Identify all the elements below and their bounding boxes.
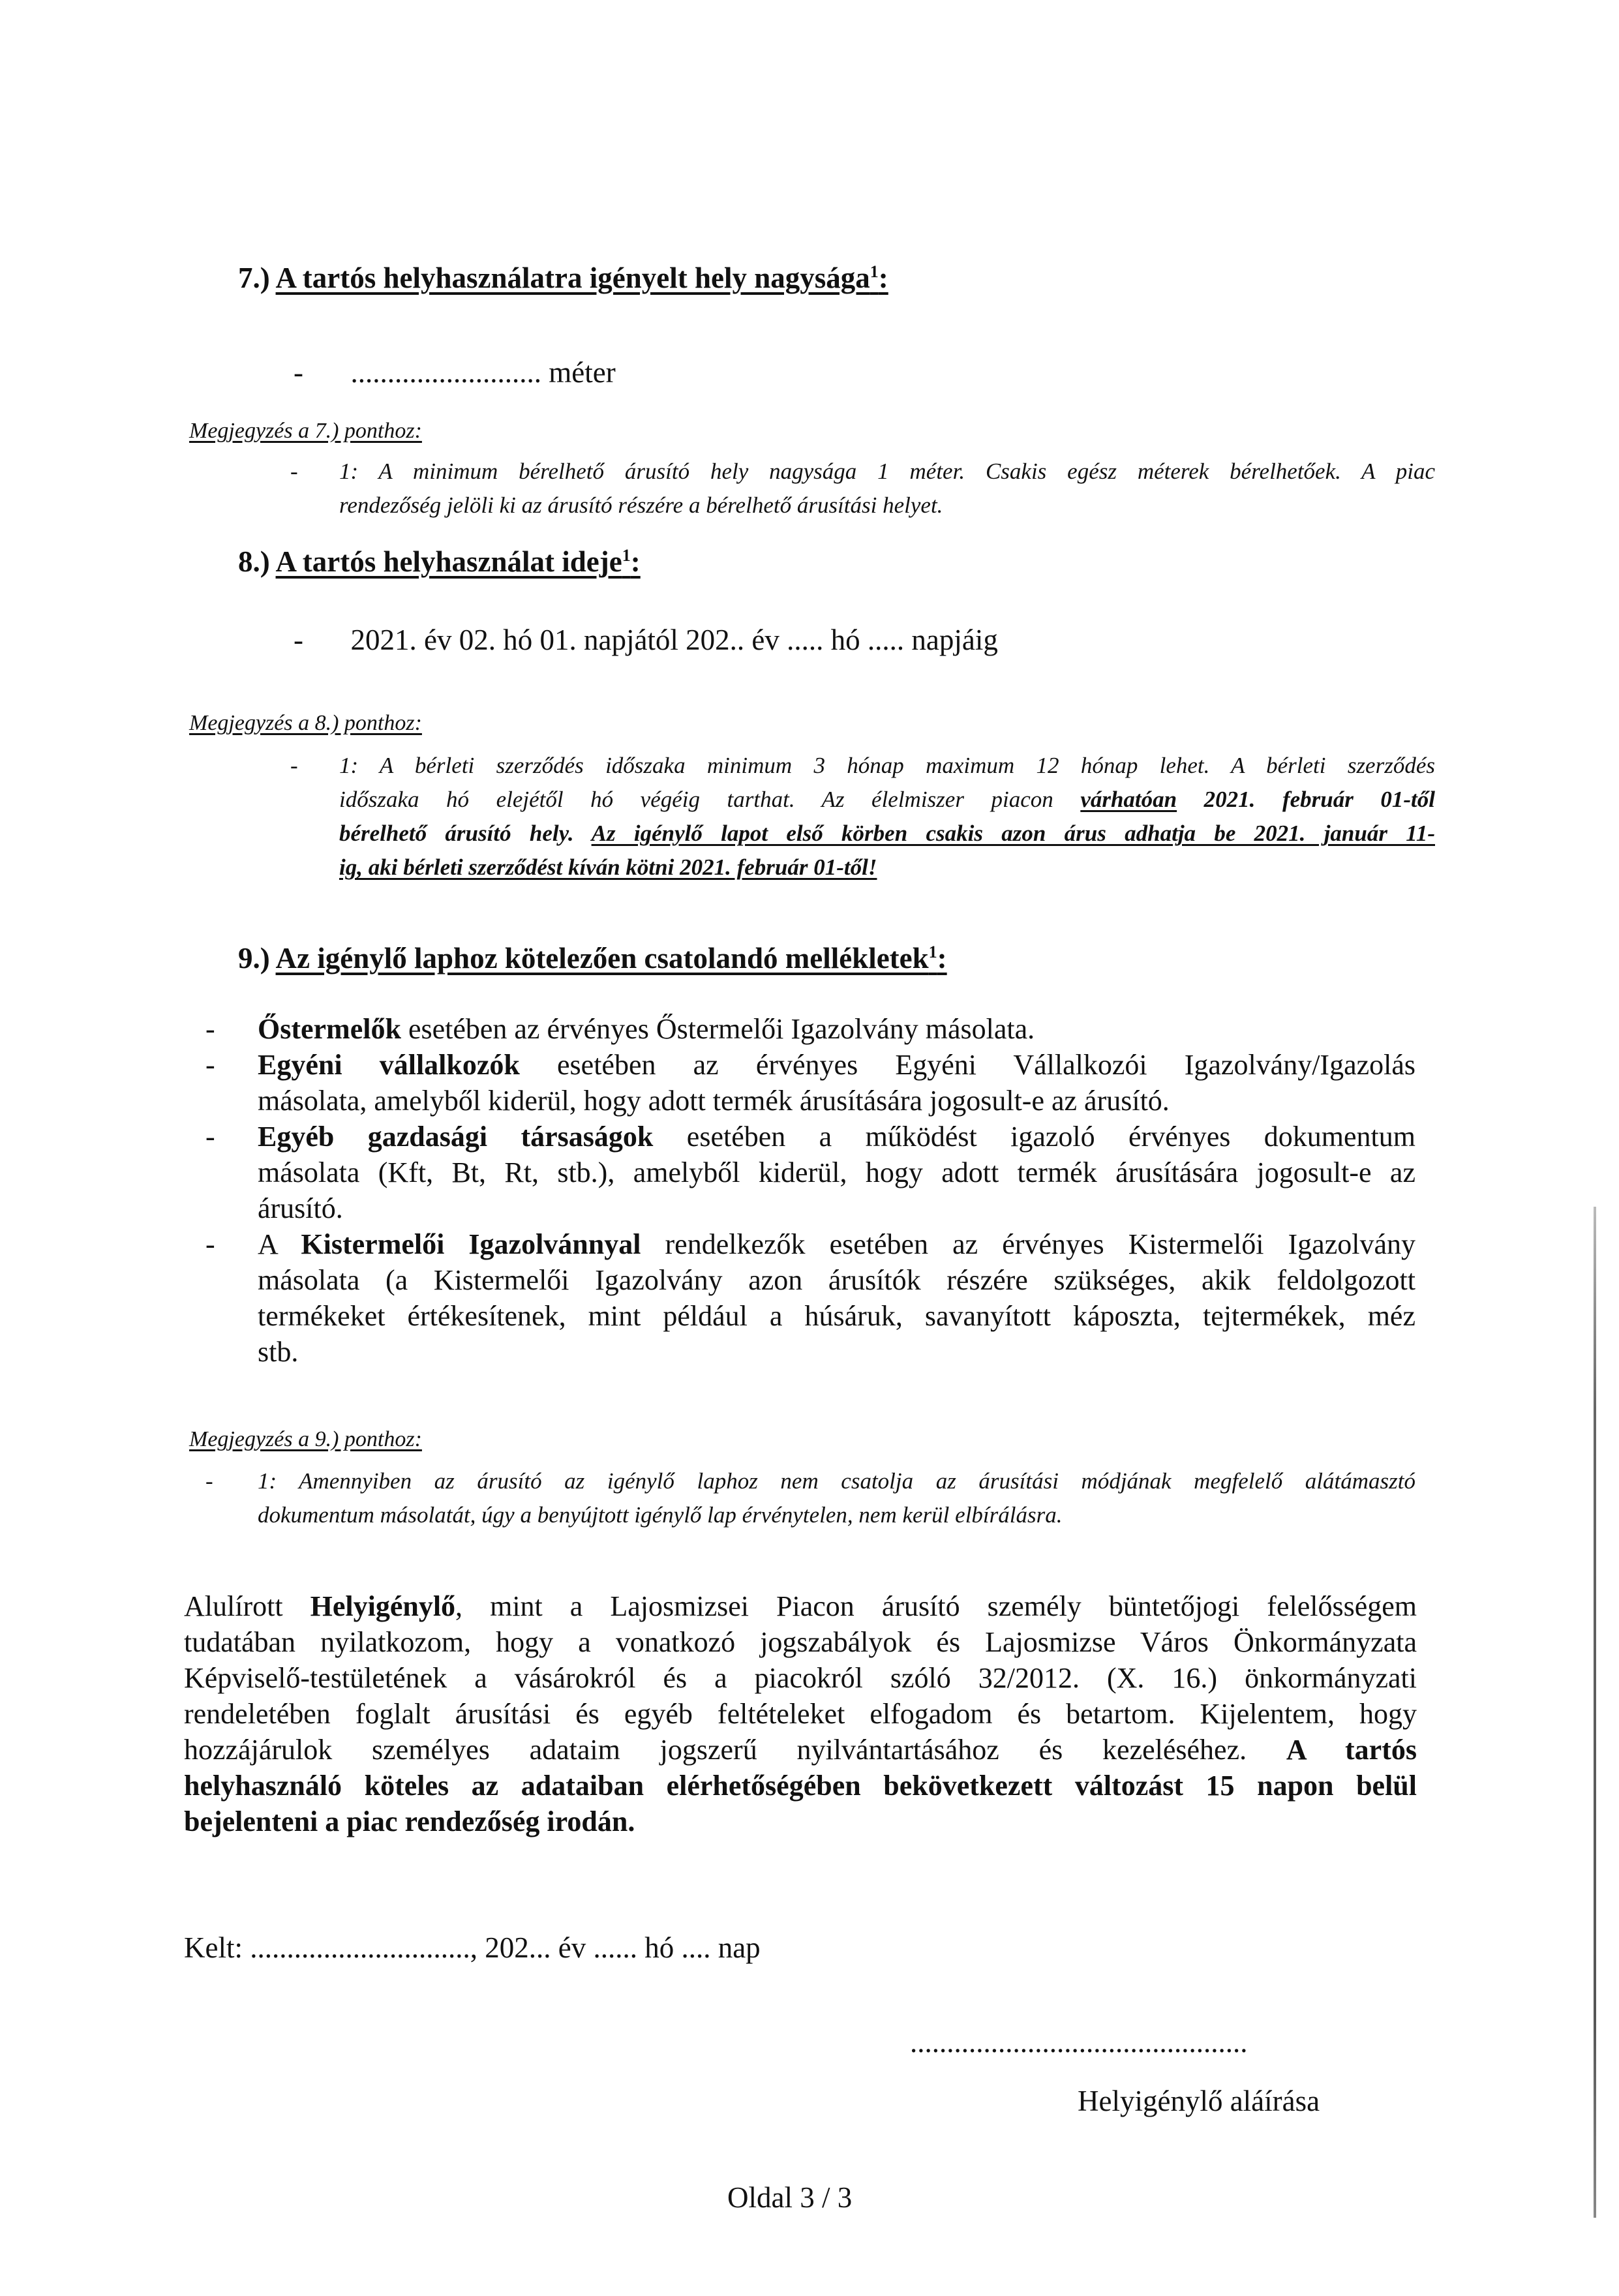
- scan-edge-artifact: [1594, 1207, 1596, 2218]
- page-number: Oldal 3 / 3: [727, 2181, 853, 2214]
- section-number: 7.): [238, 262, 270, 294]
- section-title: A tartós helyhasználatra igényelt hely nagysága$^1$:: [275, 262, 888, 294]
- attachment-list: [205, 1011, 1416, 1370]
- note-line: 1: A minimum bérelhető árusító hely nagysága 1 méter. Csakis egész méterek bérelhetőek. A piac: [339, 459, 1435, 484]
- section-title: Az igénylő laphoz kötelezően csatolandó mellékletek$^1$:: [275, 942, 947, 974]
- note-8-label: Megjegyzés a 8.) ponthoz:: [189, 711, 422, 735]
- period-input[interactable]: 2021. év 02. hó 01. napjától 202.. év ..... hó ..... napjáig: [350, 624, 998, 656]
- size-field-line: [294, 355, 616, 389]
- bullet-dash: -: [294, 624, 303, 656]
- note-line: 1: Amennyiben az árusító az igénylő laphoz nem csatolja az árusítási módjának megfelelő alátámasztó: [258, 1468, 1415, 1494]
- note-line: ig, aki bérleti szerződést kíván kötni 2021. február 01-től!: [339, 854, 877, 880]
- note-9-label: Megjegyzés a 9.) ponthoz:: [189, 1427, 422, 1451]
- note-7-label: Megjegyzés a 7.) ponthoz:: [189, 419, 422, 443]
- note-line: rendezőség jelöli ki az árusító részére a bérelhető árusítási helyet.: [339, 492, 943, 518]
- note-line: dokumentum másolatát, úgy a benyújtott igénylő lap érvénytelen, nem kerül elbírálásra.: [258, 1502, 1063, 1528]
- section-title: A tartós helyhasználat ideje$^1$:: [275, 545, 641, 578]
- note-line: 1: A bérleti szerződés időszaka minimum 3 hónap maximum 12 hónap lehet. A bérleti szerződés: [339, 753, 1435, 778]
- note-9-body: - 1: Amennyiben az árusító az igénylő laphoz nem csatolja az árusítási módjának megfelelő alátámasztó dokumentum másolatát, úgy a benyújtott igénylő lap érvénytelen, nem kerül elbírálásra.: [258, 1464, 1415, 1532]
- section-number: 9.): [238, 942, 270, 974]
- signature-label: Helyigénylő aláírása: [1078, 2085, 1320, 2117]
- period-field-line: [294, 623, 998, 657]
- section-7-heading: [238, 261, 888, 295]
- unit-label: méter: [549, 356, 616, 389]
- note-7-body: - 1: A minimum bérelhető árusító hely nagysága 1 méter. Csakis egész méterek bérelhetőek. A piac rendezőség jelöli ki az árusító részére a bérelhető árusítási helyet.: [339, 455, 1435, 522]
- note-line: bérelhető árusító hely. Az igénylő lapot első körben csakis azon árus adhatja be 2021. január 11-: [339, 821, 1435, 846]
- attachment-item-kistermeloi: - A Kistermelői Igazolvánnyal rendelkezők esetében az érvényes Kistermelői Igazolvány másolata (a Kistermelői Igazolvány azon árusítók részére szükséges, akik feldolgozott termékeket értékesítenek, mint például a húsáruk, savanyított káposzta, tejtermékek, méz stb.: [205, 1228, 1415, 1368]
- attachment-item-ostermelok: - Őstermelők esetében az érvényes Őstermelői Igazolvány másolata.: [205, 1013, 1035, 1045]
- size-input-dots[interactable]: ..........................: [350, 356, 541, 389]
- declaration-paragraph: Alulírott Helyigénylő, mint a Lajosmizsei Piacon árusító személy büntetőjogi felelősségem tudatában nyilatkozom, hogy a vonatkozó jogszabályok és Lajosmizse Város Önkormányzata Képviselő-testületének a vásárokról és a piacokról szóló 32/2012. (X. 16.) önkormányzati rendeletében foglalt árusítási és egyéb feltételeket elfogadom és betartom. Kijelentem, hogy hozzájárulok személyes adataim jogszerű nyilvántartásához és kezeléséhez. A tartós helyhasználó köteles az adataiban elérhetőségében bekövetkezett változást 15 napon belül bejelenteni a piac rendezőség irodán.: [184, 1590, 1417, 1837]
- attachment-item-egyeni-vallalkozok: - Egyéni vállalkozók esetében az érvényes Egyéni Vállalkozói Igazolvány/Igazolás másolata, amelyből kiderül, hogy adott termék árusítására jogosult-e az árusító.: [205, 1049, 1416, 1117]
- note-line: időszaka hó elejétől hó végéig tarthat. Az élelmiszer piacon várhatóan 2021. február 01-től: [339, 787, 1436, 812]
- section-9-heading: [238, 941, 947, 975]
- signature-line[interactable]: ..............................................: [910, 2026, 1248, 2059]
- attachment-item-egyeb-tarsasagok: - Egyéb gazdasági társaságok esetében a működést igazoló érvényes dokumentum másolata (Kft, Bt, Rt, stb.), amelyből kiderül, hogy adott termék árusítására jogosult-e az árusító.: [205, 1121, 1416, 1224]
- bullet-dash: -: [294, 356, 303, 389]
- note-8-body: - 1: A bérleti szerződés időszaka minimum 3 hónap maximum 12 hónap lehet. A bérleti szerződés időszaka hó elejétől hó végéig tarthat. Az élelmiszer piacon várhatóan 2021. február 01-től bérelhető árusító hely. Az igénylő lapot első körben csakis azon árus adhatja be 2021. január 11- ig, aki bérleti szerződést kíván kötni 2021. február 01-től!: [339, 749, 1435, 884]
- section-number: 8.): [238, 545, 270, 578]
- date-place-field[interactable]: Kelt: .............................., 202... év ...... hó .... nap: [184, 1931, 761, 1964]
- section-8-heading: [238, 545, 641, 579]
